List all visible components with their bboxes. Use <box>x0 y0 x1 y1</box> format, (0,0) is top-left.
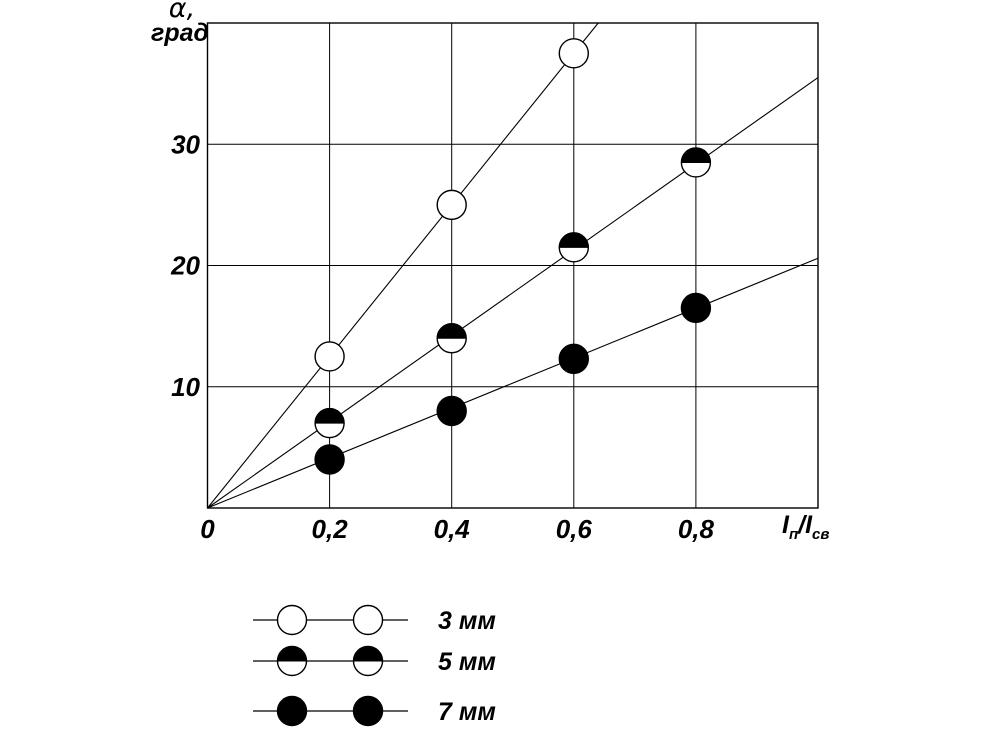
legend-label: 3 мм <box>438 607 496 635</box>
half-fill-top <box>278 647 307 662</box>
data-point-series-2 <box>559 233 588 262</box>
y-tick-label: 20 <box>171 250 200 281</box>
legend-item-1 <box>253 606 496 636</box>
data-point-series-1 <box>559 39 588 68</box>
y-axis-title-alpha: α, <box>168 0 196 24</box>
half-fill-top <box>559 233 588 248</box>
y-axis-title-grad: град <box>151 19 209 47</box>
filled-circle-icon <box>437 397 466 426</box>
filled-circle-icon <box>278 697 307 726</box>
x-title-mid: /I <box>798 511 813 539</box>
data-point-series-2 <box>437 324 466 353</box>
legend-marker <box>278 697 307 726</box>
series-line-2 <box>208 78 819 508</box>
filled-circle-icon <box>559 344 588 373</box>
open-circle-icon <box>354 606 383 635</box>
data-point-series-3 <box>681 293 710 322</box>
filled-circle-icon <box>315 445 344 474</box>
legend-marker <box>354 647 383 676</box>
data-point-series-1 <box>315 342 344 371</box>
data-point-series-2 <box>681 148 710 177</box>
open-circle-icon <box>437 190 466 219</box>
series-line-3 <box>208 258 819 508</box>
x-title-sub2: св <box>812 526 830 543</box>
x-tick-label: 0 <box>200 514 215 544</box>
open-circle-icon <box>559 39 588 68</box>
legend-marker <box>278 647 307 676</box>
half-fill-top <box>437 324 466 339</box>
y-tick-label: 10 <box>171 371 200 402</box>
legend-label: 5 мм <box>438 648 496 676</box>
legend-item-3 <box>253 697 496 727</box>
legend-marker <box>354 697 383 726</box>
open-circle-icon <box>278 606 307 635</box>
data-point-series-3 <box>437 397 466 426</box>
x-title-base1: I <box>782 511 789 539</box>
x-tick-label: 0,2 <box>311 514 348 544</box>
filled-circle-icon <box>681 293 710 322</box>
x-axis-title <box>782 511 829 543</box>
half-fill-top <box>354 647 383 662</box>
filled-circle-icon <box>354 697 383 726</box>
data-point-series-1 <box>437 190 466 219</box>
legend-item-2 <box>253 647 496 677</box>
open-circle-icon <box>315 342 344 371</box>
half-fill-top <box>315 409 344 424</box>
x-tick-label: 0,8 <box>677 514 714 544</box>
legend-label: 7 мм <box>438 698 496 726</box>
legend-marker <box>278 606 307 635</box>
x-tick-label: 0,6 <box>555 514 592 544</box>
data-point-series-2 <box>315 409 344 438</box>
y-tick-label: 30 <box>171 129 200 160</box>
legend-marker <box>354 606 383 635</box>
x-title-sub1: п <box>788 526 799 543</box>
data-point-series-3 <box>315 445 344 474</box>
half-fill-top <box>681 148 710 163</box>
x-tick-label: 0,4 <box>433 514 470 544</box>
data-point-series-3 <box>559 344 588 373</box>
